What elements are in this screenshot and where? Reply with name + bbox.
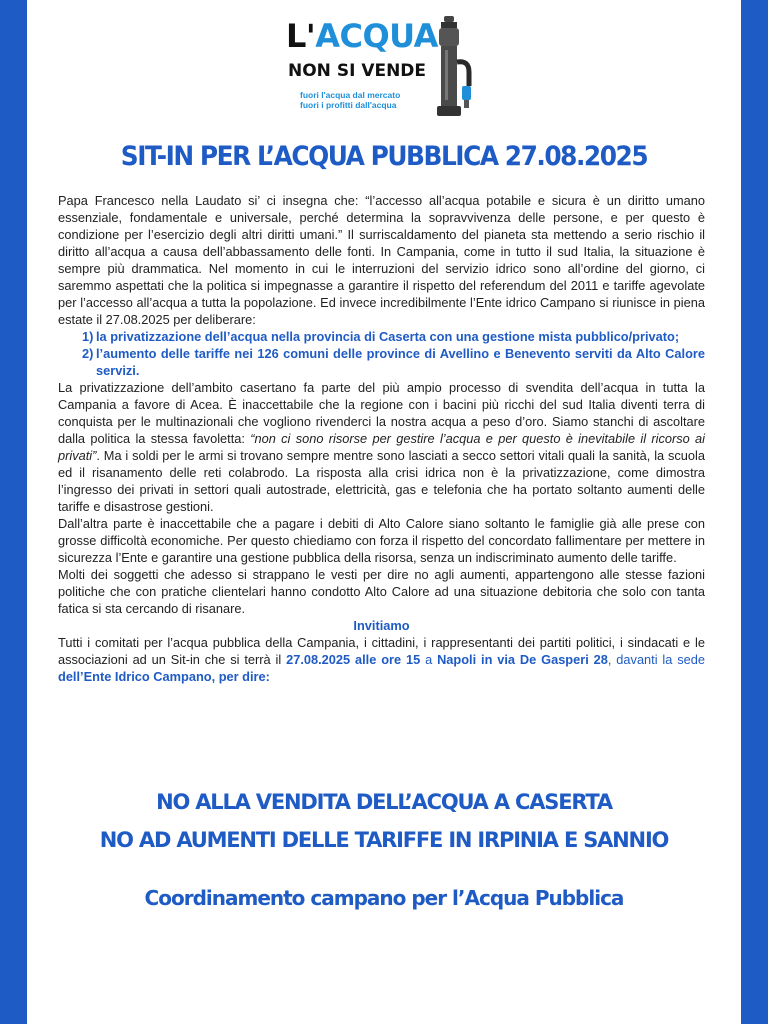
logo [286,16,474,116]
signature: Coordinamento campano per l’Acqua Pubblica [144,886,624,910]
logo-subtitle: NON SI VENDE [288,61,427,81]
politics-paragraph: Molti dei soggetti che adesso si strappano le vesti per dire no agli aumenti, appartengono alle stesse fazioni politiche che con pratiche clientelari hanno condotto Alto Calore ad una situazione debitoria che solo con tanta fatica si sta cercando di risanare. [58,567,705,616]
invite-paragraph: Tutti i comitati per l’acqua pubblica della Campania, i cittadini, i rappresentanti dei partiti politici, i sindacati e le associazioni ad un Sit-in che si terrà il 27.08.2025 alle ore 15 a Napoli in via De Gasperi 28, davanti la sede dell’Ente Idrico Campano, per dire: [58,635,705,684]
water-fountain-icon [424,16,474,118]
right-border [741,0,768,1024]
left-border [0,0,27,1024]
slogan-tariffs: NO AD AUMENTI DELLE TARIFFE IN IRPINIA E SANNIO [99,828,669,852]
debt-paragraph: Dall’altra parte è inaccettabile che a pagare i debiti di Alto Calore siano soltanto le famiglie già alle prese con grosse difficoltà economiche. Per questo chiediamo con forza il rispetto del concordato fallimentare per mettere in sicurezza l’Ente e garantire una gestione pubblica della risorsa, senza un indiscriminato aumento delle tariffe. [58,516,705,565]
slogan-caserta: NO ALLA VENDITA DELL’ACQUA A CASERTA [156,790,612,814]
invite-heading: Invitiamo [353,618,410,633]
page-title: SIT-IN PER L’ACQUA PUBBLICA 27.08.2025 [120,141,648,172]
logo-title: L'ACQUA [286,17,438,55]
privatization-paragraph: La privatizzazione dell’ambito casertano fa parte del più ampio processo di svendita dell’acqua in tutta la Campania a favore di Acea. È inaccettabile che la regione con i bacini più ricchi del sud Italia diventi terra di conquista per le multinazionali che vogliono rivenderci la nostra acqua a peso d’oro. Siamo stanchi di ascoltare dalla politica la stessa favoletta: “non ci sono risorse per gestire l’acqua e per questo è inevitabile il ricorso ai privati”. Ma i soldi per le armi si trovano sempre mentre sono lasciati a secco settori vitali quali la sanità, la scuola ed il risanamento delle reti colabrodo. La risposta alla crisi idrica non è la privatizzazione, come dimostra l’ingresso dei privati in settori quali autostrade, elettricità, gas e telefonia che ha portato soltanto aumenti delle tariffe e disastrose gestioni. [58,380,705,514]
list-item: 1) la privatizzazione dell’acqua nella provincia di Caserta con una gestione mista pubblico/privato; [82,329,680,344]
intro-paragraph: Papa Francesco nella Laudato si’ ci insegna che: “l’accesso all’acqua potabile e sicura è un diritto umano essenziale, fondamentale e universale, perché determina la sopravvivenza delle persone, e per questo è condizione per l’esercizio degli altri diritti umani.” Il surriscaldamento del pianeta sta mettendo a serio rischio il diritto all’acqua a causa dell’abbassamento delle fonti. In Campania, come in tutto il sud Italia, la situazione è sempre più drammatica. Nel momento in cui le interruzioni del servizio idrico sono all’ordine del giorno, ci saremmo aspettati che la politica si impegnasse a garantire il rispetto del referendum del 2011 e tariffe agevolate per l’accesso all’acqua a tutta la popolazione. Ed invece incredibilmente l’Ente idrico Campano si riunisce in piena estate il 27.08.2025 per deliberare: [58,193,705,327]
deliberation-list [58,328,705,379]
list-item: 2) l’aumento delle tariffe nei 126 comuni delle province di Avellino e Benevento serviti da Alto Calore servizi. [82,346,705,378]
logo-tagline: fuori l'acqua dal mercato fuori i profitti dall'acqua [300,90,401,110]
body-text [58,192,705,685]
